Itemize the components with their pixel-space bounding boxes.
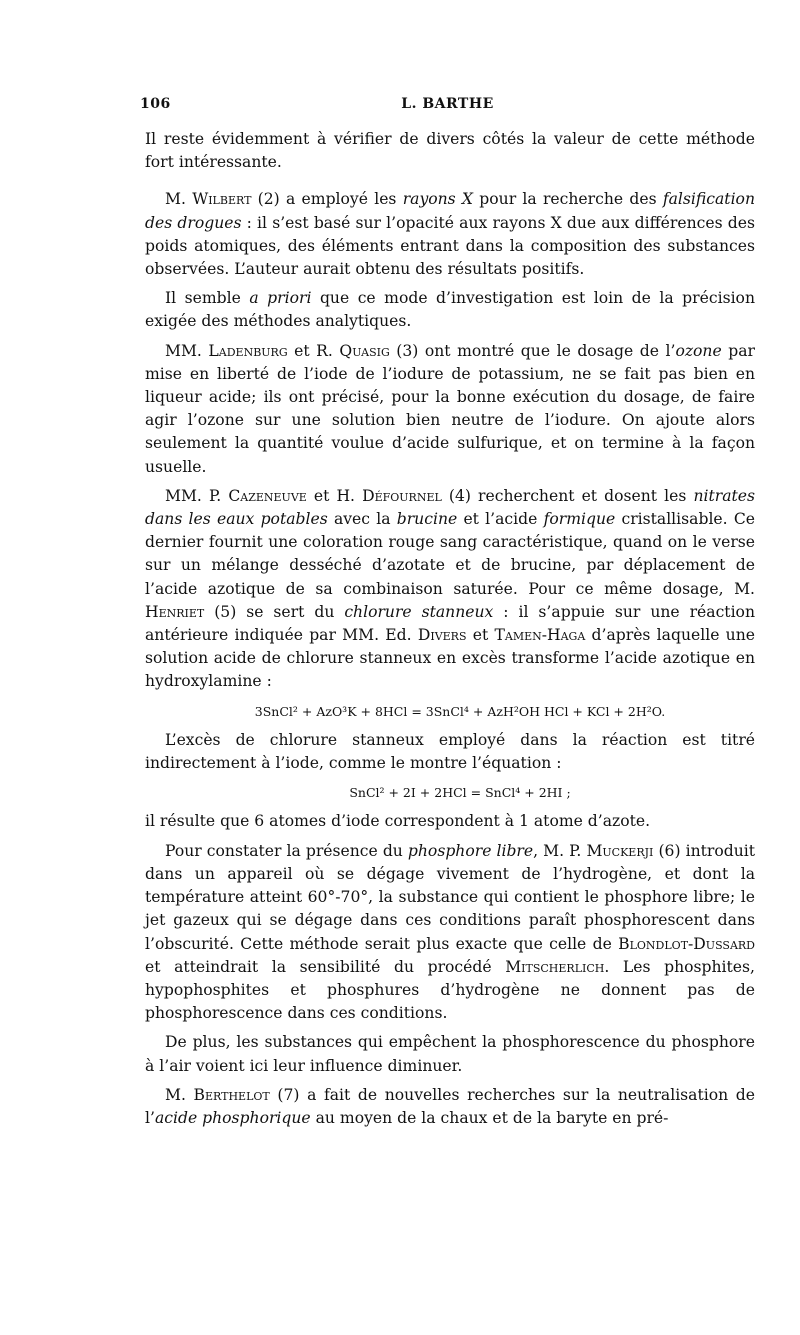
paragraph-6: L’excès de chlorure stanneux employé dans la réaction est titré indirectement à l’iode, comme le montre l’équation : bbox=[145, 730, 755, 773]
page-number: 106 bbox=[140, 96, 171, 112]
page-body bbox=[145, 128, 755, 1136]
paragraph-2: M. Wilbert (2) a employé les rayons X pour la recherche des falsification des drogues : il s’est basé sur l’opacité aux rayons X due aux différences des poids atomiques, des éléments entrant dans la composition des substances observées. L’auteur aurait obtenu des résultats positifs. bbox=[145, 190, 755, 279]
paragraph-8: Pour constater la présence du phosphore libre, M. P. Muckerji (6) introduit dans un appareil où se dégage vivement de l’hydrogène, et dont la température atteint 60°-70°, la substance qui contient le phosphore libre; le jet gazeux qui se dégage dans ces conditions paraît phosphorescent dans l’obscurité. Cette méthode serait plus exacte que celle de Blondlot-Dussard et atteindrait la sensibilité du procédé Mitscherlich. Les phosphites, hypophosphites et phosphures d’hydrogène ne donnent pas de phosphorescence dans ces conditions. bbox=[145, 841, 756, 1023]
equation-2: SnCl² + 2I + 2HCl = SnCl⁴ + 2HI ; bbox=[349, 785, 571, 801]
paragraph-10: M. Berthelot (7) a fait de nouvelles recherches sur la neutralisation de l’acide phosphorique au moyen de la chaux et de la baryte en pré- bbox=[145, 1085, 755, 1127]
running-title: L. BARTHE bbox=[401, 96, 494, 112]
paragraph-9: De plus, les substances qui empêchent la phosphorescence du phosphore à l’air voient ici leur influence diminuer. bbox=[145, 1033, 755, 1075]
paragraph-1: Il reste évidemment à vérifier de divers côtés la valeur de cette méthode fort intéressante. bbox=[145, 130, 755, 172]
paragraph-3: Il semble a priori que ce mode d’investigation est loin de la précision exigée des méthodes analytiques. bbox=[145, 289, 755, 331]
paragraph-7: il résulte que 6 atomes d’iode correspondent à 1 atome d’azote. bbox=[145, 812, 651, 831]
equation-1: 3SnCl² + AzO³K + 8HCl = 3SnCl⁴ + AzH²OH HCl + KCl + 2H²O. bbox=[254, 703, 666, 719]
paragraph-4: MM. Ladenburg et R. Quasig (3) ont montré que le dosage de l’ozone par mise en liberté de l’iode de l’iodure de potassium, ne se fait pas bien en liqueur acide; ils ont précisé, pour la bonne exécution du dosage, de faire agir l’ozone sur une solution bien neutre de l’iodure. On ajoute alors seulement la quantité voulue d’acide sulfurique, et on termine à la façon usuelle. bbox=[145, 341, 755, 476]
paragraph-5: MM. P. Cazeneuve et H. Défournel (4) recherchent et dosent les nitrates dans les eaux potables avec la brucine et l’acide formique cristallisable. Ce dernier fournit une coloration rouge sang caractéristique, quand on le verse sur un mélange desséché d’azotate et de brucine, par déplacement de l’acide azotique de sa combinaison saturée. Pour ce même dosage, M. Henriet (5) se sert du chlorure stanneux : il s’appuie sur une réaction antérieure indiquée par MM. Ed. Divers et Tamen-Haga d’après laquelle une solution acide de chlorure stanneux en excès transforme l’acide azotique en hydroxylamine : bbox=[145, 486, 755, 691]
